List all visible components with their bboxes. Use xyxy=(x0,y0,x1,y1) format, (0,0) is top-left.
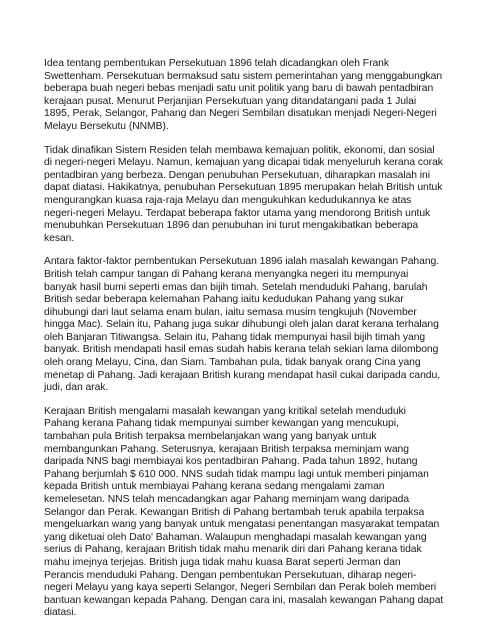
text-line: kerajaan pusat. Menurut Perjanjian Persekutuan yang ditandatangani pada 1 Julai xyxy=(44,95,417,107)
text-line: mahu imejnya terjejas. British juga tidak mahu kuasa Barat seperti Jerman dan xyxy=(44,556,401,568)
text-line: daripada NNS bagi membiayai kos pentadbiran Pahang. Pada tahun 1892, hutang xyxy=(44,456,418,468)
text-line: yang diketuai oleh Dato' Bahaman. Walaupun menghadapi masalah kewangan yang xyxy=(44,531,427,543)
paragraph-faktor-pembentukan xyxy=(44,256,451,395)
text-line: bantuan kewangan kepada Pahang. Dengan cara ini, masalah kewangan Pahang dapat xyxy=(44,594,444,606)
text-line: hingga Mac). Selain itu, Pahang juga sukar dihubungi oleh jalan darat kerana terhalang xyxy=(44,319,439,331)
text-line: di negeri-negeri Melayu. Namun, kemajuan yang dicapai tidak menyeluruh kerana corak xyxy=(44,157,443,169)
paragraph-intro xyxy=(44,58,451,134)
text-line: dihubungi dari laut selama enam bulan, iaitu semasa musim tengkujuh (November xyxy=(44,306,417,318)
text-line: dapat diatasi. Hakikatnya, penubuhan Persekutuan 1895 merupakan helah British untuk xyxy=(44,182,443,194)
text-line: judi, dan arak. xyxy=(44,382,109,394)
text-line: beberapa buah negeri bebas menjadi satu unit politik yang baru di bawah pentadbiran xyxy=(44,83,434,95)
text-line: mengeluarkan wang yang banyak untuk mengatasi penentangan masyarakat tempatan xyxy=(44,519,440,531)
text-line: 1895, Perak, Selangor, Pahang dan Negeri Sembilan disatukan menjadi Negeri-Negeri xyxy=(44,108,437,120)
text-line: Antara faktor-faktor pembentukan Persekutuan 1896 ialah masalah kewangan Pahang. xyxy=(44,256,440,268)
text-line: Idea tentang pembentukan Persekutuan 1896 telah dicadangkan oleh Frank xyxy=(44,58,389,69)
text-line: pentadbiran yang berbeza. Dengan penubuhan Persekutuan, diharapkan masalah ini xyxy=(44,169,431,181)
text-line: tambahan pula British terpaksa membelanjakan wang yang banyak untuk xyxy=(44,431,377,443)
text-line: Swettenham. Persekutuan bermaksud satu sistem pemerintahan yang menggabungkan xyxy=(44,70,443,82)
text-line: serius di Pahang, kerajaan British tidak mahu menarik diri dari Pahang kerana tidak xyxy=(44,544,422,556)
text-line: banyak. British mendapati hasil emas sudah habis kerana telah sekian lama dilombong xyxy=(44,344,439,356)
text-line: mengurangkan kuasa raja-raja Melayu dan mengukuhkan kedudukannya ke atas xyxy=(44,194,412,206)
text-line: kepada British untuk membiayai Pahang kerana sedang mengalami zaman xyxy=(44,481,385,493)
text-line: negeri Melayu yang kaya seperti Selangor, Negeri Sembilan dan Perak boleh memberi xyxy=(44,582,437,594)
text-line: banyak hasil bumi seperti emas dan bijih timah. Setelah menduduki Pahang, barulah xyxy=(44,281,428,293)
paragraph-sistem-residen xyxy=(44,145,451,246)
text-line: kemelesetan. NNS telah mencadangkan agar Pahang meminjam wang daripada xyxy=(44,494,410,505)
text-line: Perancis menduduki Pahang. Dengan pembentukan Persekutuan, diharap negeri- xyxy=(44,569,417,581)
text-line: menubuhkan Persekutuan 1896 dan penubuhan ini turut mengakibatkan beberapa xyxy=(44,220,419,232)
text-line: diatasi. xyxy=(44,607,77,619)
text-line: negeri-negeri Melayu. Terdapat beberapa faktor utama yang mendorong British untuk xyxy=(44,207,431,219)
text-line: Kerajaan British mengalami masalah kewangan yang kritikal setelah menduduki xyxy=(44,405,406,417)
text-line: Pahang kerana Pahang tidak mempunyai sumber kewangan yang mencukupi, xyxy=(44,418,399,430)
text-line: oleh Banjaran Titiwangsa. Selain itu, Pahang tidak mempunyai hasil bijih timah yang xyxy=(44,331,426,343)
text-line: British telah campur tangan di Pahang kerana menyangka negeri itu mempunyai xyxy=(44,268,409,280)
text-line: kesan. xyxy=(44,232,75,244)
text-line: menetap di Pahang. Jadi kerajaan British kurang mendapat hasil cukai daripada candu, xyxy=(44,369,441,381)
text-line: oleh orang Melayu, Cina, dan Siam. Tambahan pula, tidak banyak orang Cina yang xyxy=(44,357,421,369)
text-line: Tidak dinafikan Sistem Residen telah membawa kemajuan politik, ekonomi, dan sosial xyxy=(44,144,435,156)
text-line: Selangor dan Perak. Kewangan British di Pahang bertambah teruk apabila terpaksa xyxy=(44,506,425,518)
text-line: Melayu Bersekutu (NNMB). xyxy=(44,120,169,132)
text-line: British sedar beberapa kelemahan Pahang iaitu kedudukan Pahang yang sukar xyxy=(44,294,404,306)
paragraph-masalah-kewangan xyxy=(44,406,451,620)
text-line: membangunkan Pahang. Seterusnya, kerajaan British terpaksa meminjam wang xyxy=(44,443,409,455)
text-line: Pahang berjumlah $ 610 000. NNS sudah tidak mampu lagi untuk memberi pinjaman xyxy=(44,468,429,480)
